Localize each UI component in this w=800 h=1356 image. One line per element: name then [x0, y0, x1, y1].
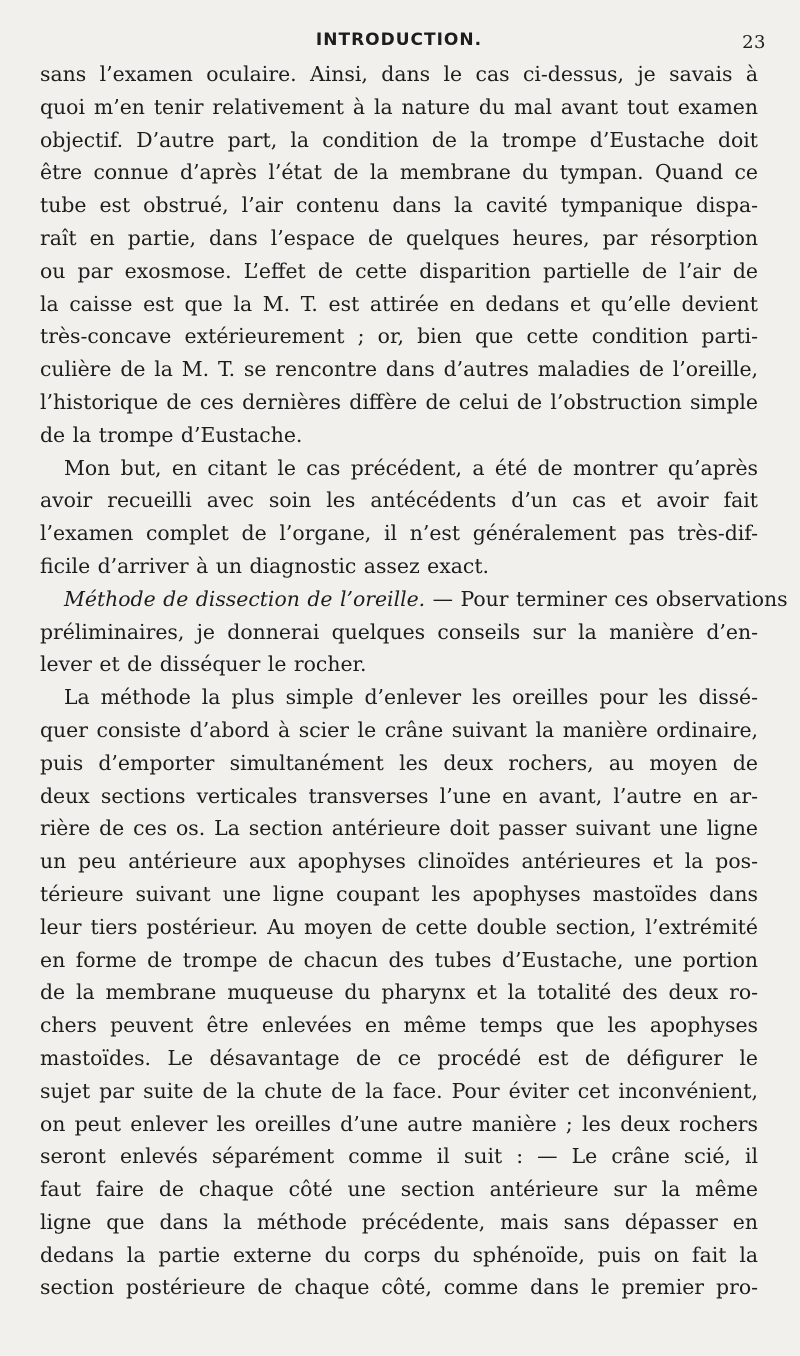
text-line: chers peuvent être enlevées en même temps que les apophyses — [40, 1013, 758, 1038]
page-number: 23 — [742, 32, 766, 53]
text-line: culière de la M. T. se rencontre dans d’autres maladies de l’oreille, — [40, 357, 758, 382]
text-line: La méthode la plus simple d’enlever les oreilles pour les dissé- — [64, 685, 758, 710]
text-line: ficile d’arriver à un diagnostic assez exact. — [40, 553, 489, 578]
text-line: raît en partie, dans l’espace de quelques heures, par résorption — [40, 225, 758, 250]
text-line: avoir recueilli avec soin les antécédents d’un cas et avoir fait — [40, 488, 758, 513]
text-line: objectif. D’autre part, la condition de la trompe d’Eustache doit — [40, 127, 758, 152]
text-line: Mon but, en citant le cas précédent, a été de montrer qu’après — [64, 455, 758, 480]
text-line: deux sections verticales transverses l’une en avant, l’autre en ar- — [40, 783, 758, 808]
text-line: faut faire de chaque côté une section antérieure sur la même — [40, 1177, 758, 1202]
text-line: l’examen complet de l’organe, il n’est généralement pas très-dif- — [40, 521, 758, 546]
text-line: mastoïdes. Le désavantage de ce procédé est de défigurer le — [40, 1045, 758, 1070]
text-line-rest: — Pour terminer ces observations — [425, 586, 788, 611]
text-line: la caisse est que la M. T. est attirée en dedans et qu’elle devient — [40, 291, 758, 316]
text-line: un peu antérieure aux apophyses clinoïdes antérieures et la pos- — [40, 849, 758, 874]
paragraph — [40, 681, 758, 1304]
text-line: dedans la partie externe du corps du sphénoïde, puis on fait la — [40, 1242, 758, 1267]
text-line: de la trompe d’Eustache. — [40, 422, 303, 447]
text-line: térieure suivant une ligne coupant les apophyses mastoïdes dans — [40, 881, 758, 906]
running-head — [40, 28, 766, 58]
body-text — [40, 58, 788, 1304]
text-line: en forme de trompe de chacun des tubes d’Eustache, une portion — [40, 947, 758, 972]
text-line — [40, 583, 788, 616]
text-line: lever et de disséquer le rocher. — [40, 652, 367, 677]
text-line: leur tiers postérieur. Au moyen de cette double section, l’extrémité — [40, 914, 758, 939]
text-line: l’historique de ces dernières diffère de celui de l’obstruction simple — [40, 389, 758, 414]
text-line: ligne que dans la méthode précédente, mais sans dépasser en — [40, 1209, 758, 1234]
text-line: rière de ces os. La section antérieure doit passer suivant une ligne — [40, 816, 758, 841]
section-heading-italic: Méthode de dissection de l’oreille. — [64, 586, 426, 611]
text-line: section postérieure de chaque côté, comme dans le premier pro- — [40, 1275, 758, 1300]
text-line: tube est obstrué, l’air contenu dans la cavité tympanique dispa- — [40, 193, 758, 218]
text-line: de la membrane muqueuse du pharynx et la totalité des deux ro- — [40, 980, 758, 1005]
text-line: seront enlevés séparément comme il suit : — Le crâne scié, il — [40, 1144, 758, 1169]
running-title: INTRODUCTION. — [315, 30, 483, 50]
paragraph — [40, 58, 758, 452]
text-line: on peut enlever les oreilles d’une autre manière ; les deux rochers — [40, 1111, 758, 1136]
text-line: quoi m’en tenir relativement à la nature du mal avant tout examen — [40, 94, 758, 119]
text-line: sans l’examen oculaire. Ainsi, dans le cas ci-dessus, je savais à — [40, 62, 758, 86]
text-line: sujet par suite de la chute de la face. Pour éviter cet inconvénient, — [40, 1078, 758, 1103]
text-line: ou par exosmose. L’effet de cette disparition partielle de l’air de — [40, 258, 758, 283]
text-line: puis d’emporter simultanément les deux rochers, au moyen de — [40, 750, 758, 775]
paragraph — [40, 452, 758, 583]
paragraph — [40, 583, 788, 681]
text-line: quer consiste d’abord à scier le crâne suivant la manière ordinaire, — [40, 717, 758, 742]
text-line: préliminaires, je donnerai quelques conseils sur la manière d’en- — [40, 619, 758, 644]
text-line: être connue d’après l’état de la membrane du tympan. Quand ce — [40, 160, 758, 185]
text-line: très-concave extérieurement ; or, bien que cette condition parti- — [40, 324, 758, 349]
